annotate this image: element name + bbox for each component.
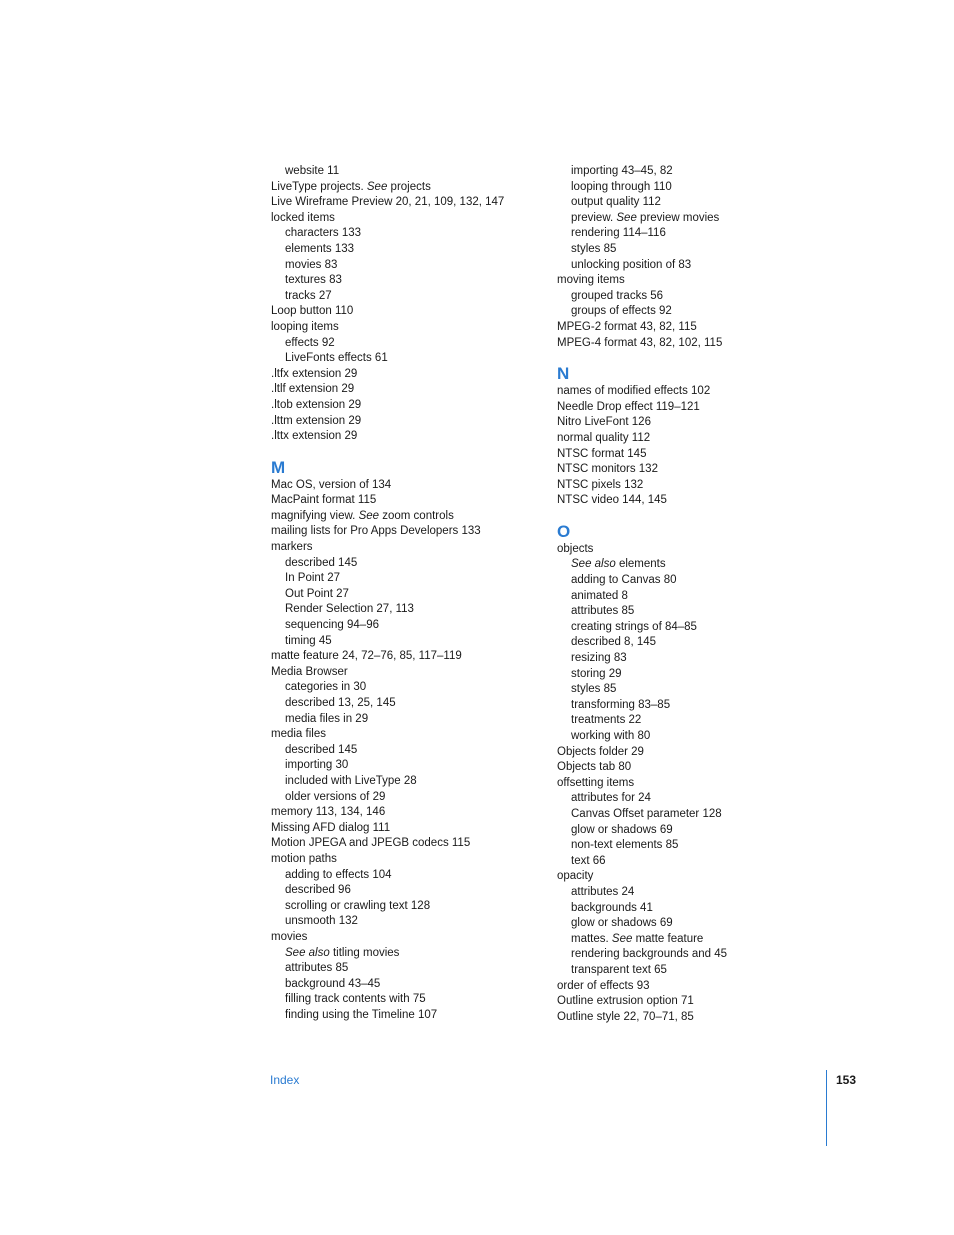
index-entry: Live Wireframe Preview 20, 21, 109, 132, 147 [271, 196, 505, 209]
index-entry: NTSC monitors 132 [557, 463, 658, 476]
index-subentry: attributes for 24 [571, 792, 651, 805]
footer-section-label: Index [270, 1073, 300, 1087]
index-entry: .ltlf extension 29 [271, 383, 355, 396]
index-subentry: described 8, 145 [571, 636, 657, 649]
index-entry: MacPaint format 115 [271, 494, 377, 507]
index-entry: NTSC format 145 [557, 447, 647, 460]
cross-reference-label: See [611, 932, 633, 945]
index-entry: opacity [557, 870, 594, 883]
index-subentry: textures 83 [285, 274, 342, 287]
index-entry: Loop button 110 [271, 305, 354, 318]
index-entry: Mac OS, version of 134 [271, 478, 392, 491]
index-subentry: website 11 [285, 165, 340, 177]
index-subentry: tracks 27 [285, 289, 332, 302]
index-entry: Outline extrusion option 71 [557, 995, 694, 1008]
cross-reference-label: See [616, 211, 637, 224]
index-entry: memory 113, 134, 146 [271, 806, 386, 819]
index-subentry: finding using the Timeline 107 [285, 1008, 438, 1021]
index-entry: Media Browser [271, 665, 348, 678]
cross-reference-target: matte feature [632, 932, 704, 945]
index-subentry: styles 85 [571, 242, 617, 255]
index-column-left [271, 164, 541, 1023]
index-entry: locked items [271, 211, 335, 224]
index-subentry [557, 211, 827, 227]
index-subentry: importing 30 [285, 759, 349, 772]
index-subentry: groups of effects 92 [571, 305, 672, 318]
index-subentry: LiveFonts effects 61 [285, 352, 388, 365]
index-entry: .lttx extension 29 [271, 430, 358, 443]
index-subentry: sequencing 94–96 [285, 619, 379, 632]
index-subentry: attributes 85 [571, 605, 635, 618]
index-subentry: output quality 112 [571, 196, 661, 209]
index-subentry [557, 932, 827, 948]
index-entry: mailing lists for Pro Apps Developers 133 [271, 525, 481, 538]
index-subentry: unsmooth 132 [285, 915, 358, 928]
index-subentry: attributes 24 [571, 885, 635, 898]
index-entry: Missing AFD dialog 111 [271, 821, 391, 834]
index-letter-heading: M [271, 457, 286, 477]
index-subentry: older versions of 29 [285, 790, 386, 803]
index-entry: moving items [557, 274, 625, 287]
index-subentry: Canvas Offset parameter 128 [571, 807, 722, 820]
index-subentry: adding to Canvas 80 [571, 574, 677, 587]
index-subentry: Out Point 27 [285, 587, 349, 600]
index-entry: Outline style 22, 70–71, 85 [557, 1010, 694, 1023]
index-subentry: transforming 83–85 [571, 698, 671, 711]
footer-divider [826, 1070, 827, 1146]
index-subentry: described 145 [285, 556, 358, 569]
index-entry: Nitro LiveFont 126 [557, 416, 651, 429]
index-subentry: characters 133 [285, 227, 362, 240]
index-entry: motion paths [271, 852, 337, 865]
index-subentry: transparent text 65 [571, 963, 667, 976]
index-subentry: styles 85 [571, 683, 617, 696]
index-entry: media files [271, 728, 326, 741]
index-subentry: filling track contents with 75 [285, 993, 426, 1006]
index-entry: .ltob extension 29 [271, 398, 362, 411]
index-subentry: attributes 85 [285, 962, 349, 975]
index-subentry: Render Selection 27, 113 [285, 603, 414, 616]
index-subentry: media files in 29 [285, 712, 369, 725]
cross-reference-label: See also [285, 946, 330, 959]
index-subentry: categories in 30 [285, 681, 367, 694]
index-entry: objects [557, 542, 594, 555]
index-entry: Objects folder 29 [557, 745, 644, 758]
index-entry: NTSC video 144, 145 [557, 494, 667, 507]
index-entry: MPEG-4 format 43, 82, 102, 115 [557, 336, 723, 349]
index-subentry: importing 43–45, 82 [571, 165, 673, 177]
index-subentry: background 43–45 [285, 977, 381, 990]
index-entry: markers [271, 541, 313, 554]
index-subentry: storing 29 [571, 667, 622, 680]
index-subentry: In Point 27 [285, 572, 340, 585]
cross-reference-label: See also [571, 558, 616, 571]
index-entry: names of modified effects 102 [557, 385, 711, 398]
index-entry [271, 509, 541, 525]
index-entry: MPEG-2 format 43, 82, 115 [557, 320, 697, 333]
index-letter-heading: N [557, 364, 570, 384]
index-column-right [557, 164, 827, 1025]
index-subentry: animated 8 [571, 589, 628, 602]
index-subentry [557, 557, 827, 573]
index-subentry: creating strings of 84–85 [571, 620, 697, 633]
index-subentry: text 66 [571, 854, 606, 867]
cross-reference-label: See [366, 180, 388, 193]
index-entry: normal quality 112 [557, 431, 651, 444]
index-subentry: described 145 [285, 743, 358, 756]
index-subentry: glow or shadows 69 [571, 917, 673, 930]
entry-text: preview. [571, 211, 617, 224]
cross-reference-target: preview movies [636, 211, 720, 224]
index-entry: matte feature 24, 72–76, 85, 117–119 [271, 650, 462, 663]
index-subentry: elements 133 [285, 242, 355, 255]
index-subentry [271, 946, 541, 962]
cross-reference-target: projects [387, 180, 431, 193]
index-subentry: working with 80 [571, 730, 651, 742]
index-entry: offsetting items [557, 776, 635, 789]
cross-reference-target: zoom controls [379, 509, 454, 522]
index-subentry: rendering backgrounds and 45 [571, 948, 728, 961]
index-subentry: adding to effects 104 [285, 868, 392, 881]
entry-text: mattes. [571, 932, 612, 945]
entry-text: magnifying view. [271, 509, 359, 522]
index-subentry: included with LiveType 28 [285, 774, 417, 787]
index-subentry: looping through 110 [571, 180, 672, 193]
index-subentry: resizing 83 [571, 652, 627, 665]
index-letter-heading: O [557, 521, 571, 541]
index-subentry: grouped tracks 56 [571, 289, 664, 302]
index-entry: Needle Drop effect 119–121 [557, 400, 700, 413]
index-subentry: timing 45 [285, 634, 332, 647]
index-subentry: non-text elements 85 [571, 839, 679, 852]
index-entry: looping items [271, 320, 339, 333]
index-entry: order of effects 93 [557, 979, 650, 992]
entry-text: LiveType projects. [271, 180, 367, 193]
index-entry: Objects tab 80 [557, 761, 632, 774]
index-subentry: movies 83 [285, 258, 338, 271]
index-entry: .lttm extension 29 [271, 414, 362, 427]
index-subentry: glow or shadows 69 [571, 823, 673, 836]
cross-reference-label: See [358, 509, 380, 522]
cross-reference-target: elements [615, 558, 666, 571]
index-subentry: effects 92 [285, 336, 335, 349]
index-entry: movies [271, 930, 308, 943]
index-subentry: backgrounds 41 [571, 901, 653, 914]
index-subentry: scrolling or crawling text 128 [285, 899, 431, 912]
index-entry: .ltfx extension 29 [271, 367, 358, 380]
index-entry: NTSC pixels 132 [557, 478, 644, 491]
index-subentry: rendering 114–116 [571, 227, 666, 240]
index-entry [271, 180, 541, 196]
index-subentry: treatments 22 [571, 714, 642, 727]
page-number: 153 [836, 1073, 857, 1087]
index-subentry: described 96 [285, 884, 351, 897]
cross-reference-target: titling movies [329, 946, 400, 959]
index-subentry: unlocking position of 83 [571, 258, 692, 271]
index-subentry: described 13, 25, 145 [285, 697, 396, 709]
index-entry: Motion JPEGA and JPEGB codecs 115 [271, 837, 471, 850]
